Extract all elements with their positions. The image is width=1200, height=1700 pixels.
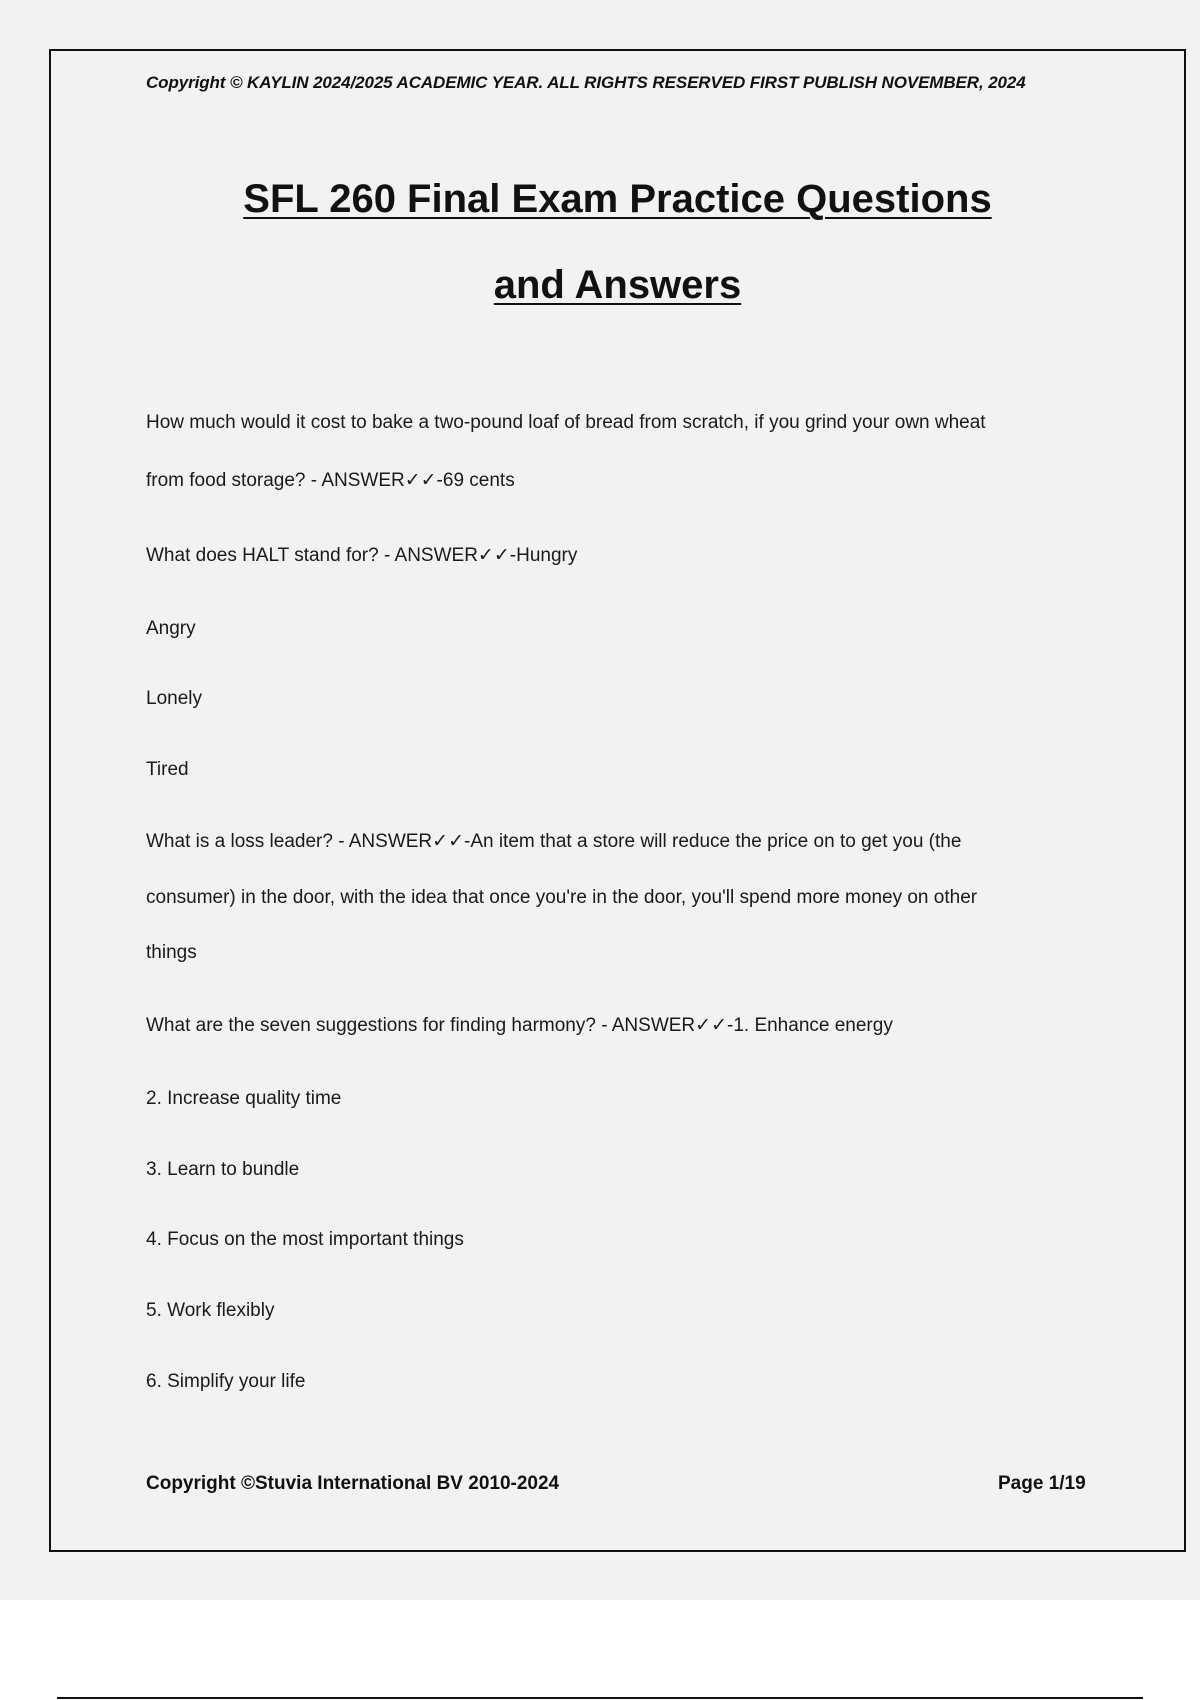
body-line: How much would it cost to bake a two-pound loaf of bread from scratch, if you grind your own wheat <box>146 412 986 433</box>
body-line: What are the seven suggestions for finding harmony? - ANSWER✓✓-1. Enhance energy <box>146 1015 893 1036</box>
body-line: What is a loss leader? - ANSWER✓✓-An item that a store will reduce the price on to get you (the <box>146 831 962 852</box>
body-line: Tired <box>146 759 189 780</box>
next-page-rule <box>57 1697 1143 1699</box>
header-copyright: Copyright © KAYLIN 2024/2025 ACADEMIC YEAR. ALL RIGHTS RESERVED FIRST PUBLISH NOVEMBER, 2024 <box>146 73 1026 92</box>
document-page <box>49 49 1186 1552</box>
body-line: 3. Learn to bundle <box>146 1159 300 1180</box>
body-line: 2. Increase quality time <box>146 1088 342 1109</box>
body-line: Lonely <box>146 688 202 709</box>
body-line: Angry <box>146 618 196 639</box>
footer-copyright: Copyright ©Stuvia International BV 2010-2024 <box>146 1473 560 1494</box>
document-title-line-2: and Answers <box>493 263 742 307</box>
body-line: 6. Simplify your life <box>146 1371 306 1392</box>
document-title-line-1: SFL 260 Final Exam Practice Questions <box>243 177 992 221</box>
page-number: Page 1/19 <box>998 1473 1086 1494</box>
body-line: What does HALT stand for? - ANSWER✓✓-Hungry <box>146 545 578 566</box>
body-line: 5. Work flexibly <box>146 1300 275 1321</box>
body-line: consumer) in the door, with the idea that once you're in the door, you'll spend more money on other <box>146 887 978 908</box>
body-line: from food storage? - ANSWER✓✓-69 cents <box>146 470 515 491</box>
body-line: 4. Focus on the most important things <box>146 1229 464 1250</box>
body-line: things <box>146 942 197 963</box>
